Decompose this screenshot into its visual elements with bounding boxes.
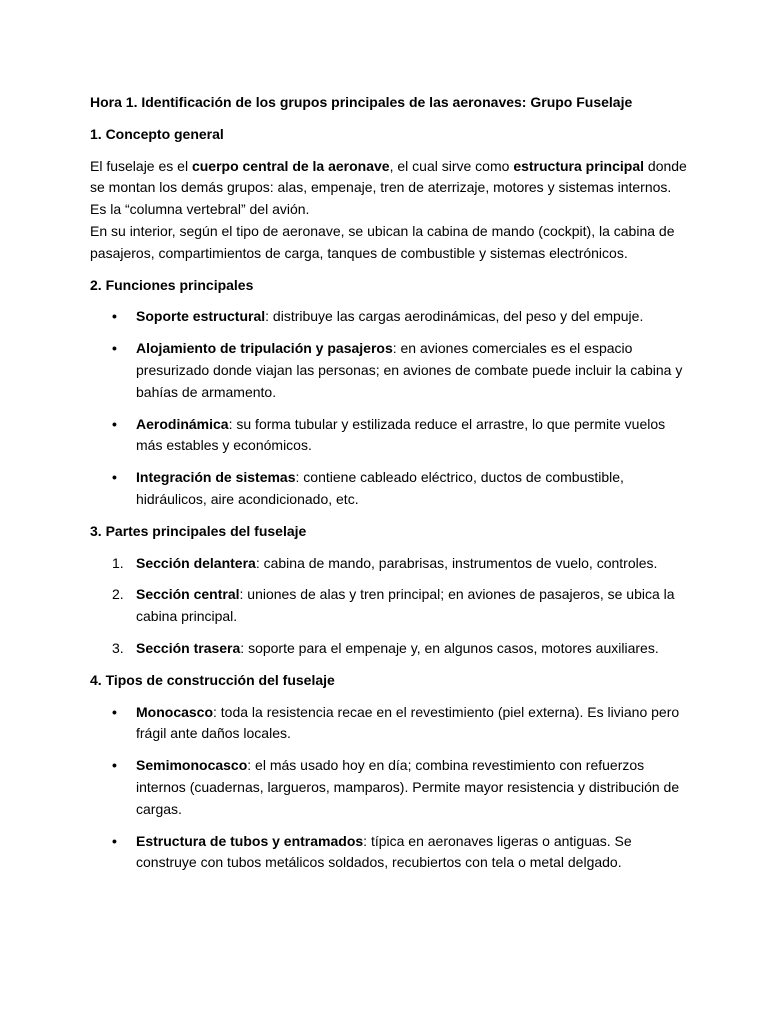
text-run: donde se montan los demás grupos: alas, empenaje, tren de aterrizaje, motores y sistemas internos. Es la “columna vertebral” del avión. bbox=[90, 157, 687, 218]
bold-text-run: cuerpo central de la aeronave bbox=[191, 157, 390, 174]
list-item-term: Sección trasera bbox=[136, 639, 241, 656]
list-number: 1. bbox=[112, 554, 124, 571]
list-item bbox=[90, 467, 690, 511]
partes-list bbox=[90, 553, 690, 660]
list-item-text: : el más usado hoy en día; combina revestimiento con refuerzos internos (cuadernas, largueros, mamparos). Permite mayor resistencia y distribución de cargas. bbox=[136, 757, 680, 817]
list-item-text: : toda la resistencia recae en el revestimiento (piel externa). Es liviano pero frágil ante daños locales. bbox=[136, 703, 680, 742]
bullet-icon: • bbox=[112, 340, 117, 357]
document-title: Hora 1. Identificación de los grupos principales de las aeronaves: Grupo Fuselaje bbox=[90, 94, 633, 110]
list-item-term: Sección central bbox=[136, 586, 240, 603]
list-item bbox=[90, 338, 690, 403]
list-item-term: Estructura de tubos y entramados bbox=[136, 832, 364, 849]
list-item bbox=[90, 638, 690, 660]
list-item bbox=[90, 306, 690, 328]
tipos-list bbox=[90, 702, 690, 875]
list-item bbox=[90, 584, 690, 628]
list-item-term: Alojamiento de tripulación y pasajeros bbox=[136, 340, 393, 357]
list-item-text: : cabina de mando, parabrisas, instrumentos de vuelo, controles. bbox=[255, 554, 658, 571]
section-heading-concepto: 1. Concepto general bbox=[90, 125, 224, 142]
list-item-text: : soporte para el empenaje y, en algunos casos, motores auxiliares. bbox=[240, 639, 659, 656]
concepto-paragraphs bbox=[90, 156, 690, 265]
bullet-icon: • bbox=[112, 469, 117, 486]
list-item bbox=[90, 553, 690, 575]
list-item-text: : distribuye las cargas aerodinámicas, del peso y del empuje. bbox=[265, 308, 644, 325]
list-item-term: Sección delantera bbox=[136, 554, 256, 571]
list-item bbox=[90, 702, 690, 746]
list-item-text: : su forma tubular y estilizada reduce el arrastre, lo que permite vuelos más estables y económicos. bbox=[136, 415, 666, 454]
list-item-text: : típica en aeronaves ligeras o antiguas. Se construye con tubos metálicos soldados, recubiertos con tela o metal delgado. bbox=[136, 832, 632, 871]
list-item-term: Integración de sistemas bbox=[136, 469, 296, 486]
list-item bbox=[90, 414, 690, 458]
text-run: El fuselaje es el bbox=[90, 157, 192, 174]
list-item bbox=[90, 831, 690, 875]
bullet-icon: • bbox=[112, 703, 117, 720]
list-item-term: Soporte estructural bbox=[136, 308, 266, 325]
concepto-paragraph-2: En su interior, según el tipo de aeronave, se ubican la cabina de mando (cockpit), la cabina de pasajeros, compartimientos de carga, tanques de combustible y sistemas electrónicos. bbox=[90, 222, 675, 261]
text-run: , el cual sirve como bbox=[389, 157, 514, 174]
list-number: 3. bbox=[112, 639, 124, 656]
bold-text-run: estructura principal bbox=[513, 157, 645, 174]
section-heading-partes: 3. Partes principales del fuselaje bbox=[90, 522, 307, 539]
section-heading-tipos: 4. Tipos de construcción del fuselaje bbox=[90, 671, 335, 688]
list-item bbox=[90, 755, 690, 820]
funciones-list bbox=[90, 306, 690, 510]
list-number: 2. bbox=[112, 586, 124, 603]
document-page bbox=[90, 92, 690, 884]
concepto-paragraph-1 bbox=[90, 156, 690, 221]
list-item-text: : en aviones comerciales es el espacio presurizado donde viajan las personas; en aviones de combate puede incluir la cabina y bahías de armamento. bbox=[136, 340, 683, 400]
section-heading-funciones: 2. Funciones principales bbox=[90, 276, 254, 293]
list-item-term: Semimonocasco bbox=[136, 757, 248, 774]
list-item-term: Aerodinámica bbox=[136, 415, 229, 432]
bullet-icon: • bbox=[112, 832, 117, 849]
bullet-icon: • bbox=[112, 757, 117, 774]
bullet-icon: • bbox=[112, 308, 117, 325]
list-item-text: : uniones de alas y tren principal; en aviones de pasajeros, se ubica la cabina principal. bbox=[136, 586, 675, 625]
list-item-text: : contiene cableado eléctrico, ductos de combustible, hidráulicos, aire acondicionado, etc. bbox=[136, 469, 624, 507]
bullet-icon: • bbox=[112, 415, 117, 432]
list-item-term: Monocasco bbox=[136, 703, 214, 720]
